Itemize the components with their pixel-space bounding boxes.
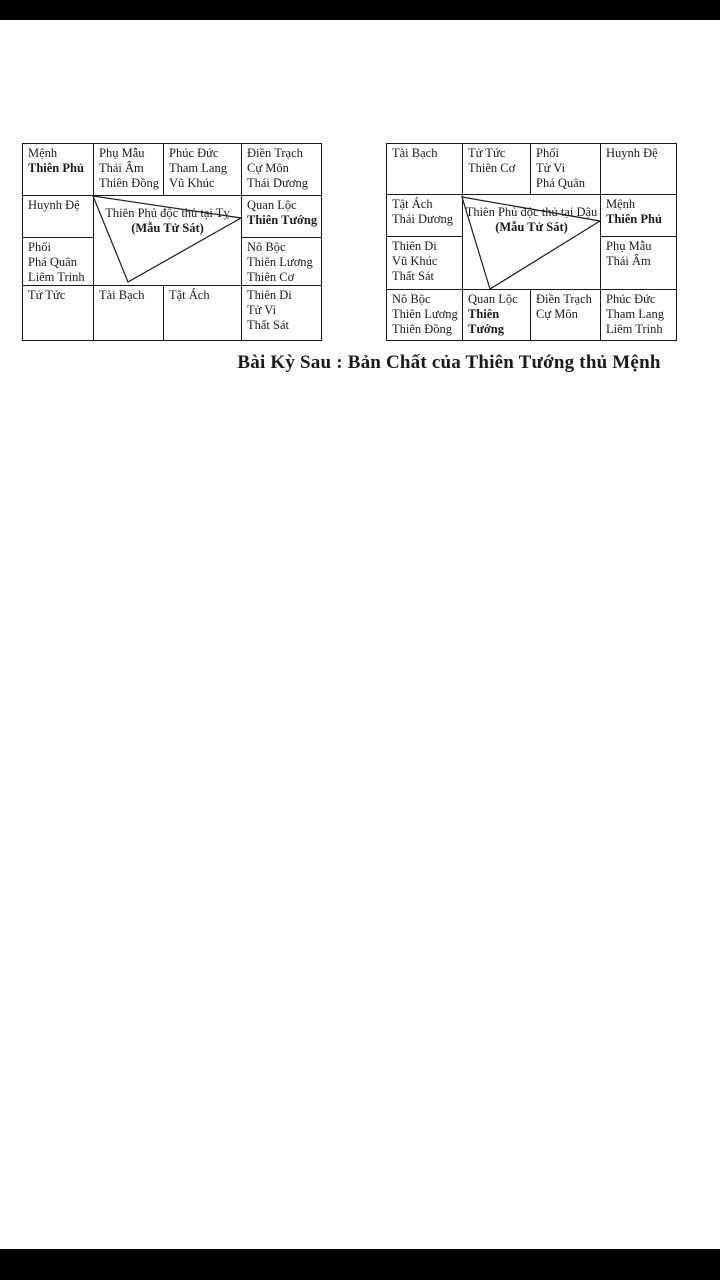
left-cell-no-boc: Nô Bộc Thiên Lương Thiên Cơ (242, 238, 322, 286)
left-center-note: Thiên Phủ độc thủ tại Tỵ (Mẫu Tử Sát) (94, 196, 242, 286)
right-cell-huynh-de: Huynh Đệ (601, 144, 677, 195)
right-cell-dien-trach: Điền Trạch Cự Môn (531, 290, 601, 341)
left-cell-quan-loc: Quan Lộc Thiên Tướng (242, 196, 322, 238)
figure-caption: Bài Kỳ Sau : Bản Chất của Thiên Tướng thủ Mệnh (237, 352, 661, 373)
left-cell-huynh-de: Huynh Đệ (23, 196, 94, 238)
right-cell-phuc-duc: Phúc Đức Tham Lang Liêm Trinh (601, 290, 677, 341)
tuvi-chart-left (22, 143, 322, 341)
right-cell-tat-ach: Tật Ách Thái Dương (387, 195, 463, 237)
right-cell-tai-bach: Tài Bạch (387, 144, 463, 195)
tuvi-chart-right (386, 143, 677, 341)
left-cell-phu-mau: Phụ Mẫu Thái Âm Thiên Đồng (94, 144, 164, 196)
right-cell-no-boc: Nô Bộc Thiên Lương Thiên Đồng (387, 290, 463, 341)
left-cell-dien-trach: Điền Trạch Cự Môn Thái Dương (242, 144, 322, 196)
right-cell-thien-di: Thiên Di Vũ Khúc Thất Sát (387, 237, 463, 290)
left-cell-phoi: Phối Phá Quân Liêm Trinh (23, 238, 94, 286)
right-cell-phu-mau: Phụ Mẫu Thái Âm (601, 237, 677, 290)
bottom-letterbox-bar (0, 1249, 720, 1280)
right-cell-tu-tuc: Tử Tức Thiên Cơ (463, 144, 531, 195)
left-cell-tai-bach: Tài Bạch (94, 286, 164, 341)
left-cell-phuc-duc: Phúc Đức Tham Lang Vũ Khúc (164, 144, 242, 196)
right-cell-phoi: Phối Tử Vi Phá Quân (531, 144, 601, 195)
top-letterbox-bar (0, 0, 720, 20)
left-cell-tat-ach: Tật Ách (164, 286, 242, 341)
left-cell-thien-di: Thiên Di Tử Vi Thất Sát (242, 286, 322, 341)
right-cell-quan-loc: Quan Lộc Thiên Tướng (463, 290, 531, 341)
right-center-note: Thiên Phủ độc thủ tại Dậu (Mẫu Tử Sát) (463, 195, 601, 290)
left-cell-menh: Mệnh Thiên Phủ (23, 144, 94, 196)
left-cell-tu-tuc: Tử Tức (23, 286, 94, 341)
right-cell-menh: Mệnh Thiên Phủ (601, 195, 677, 237)
